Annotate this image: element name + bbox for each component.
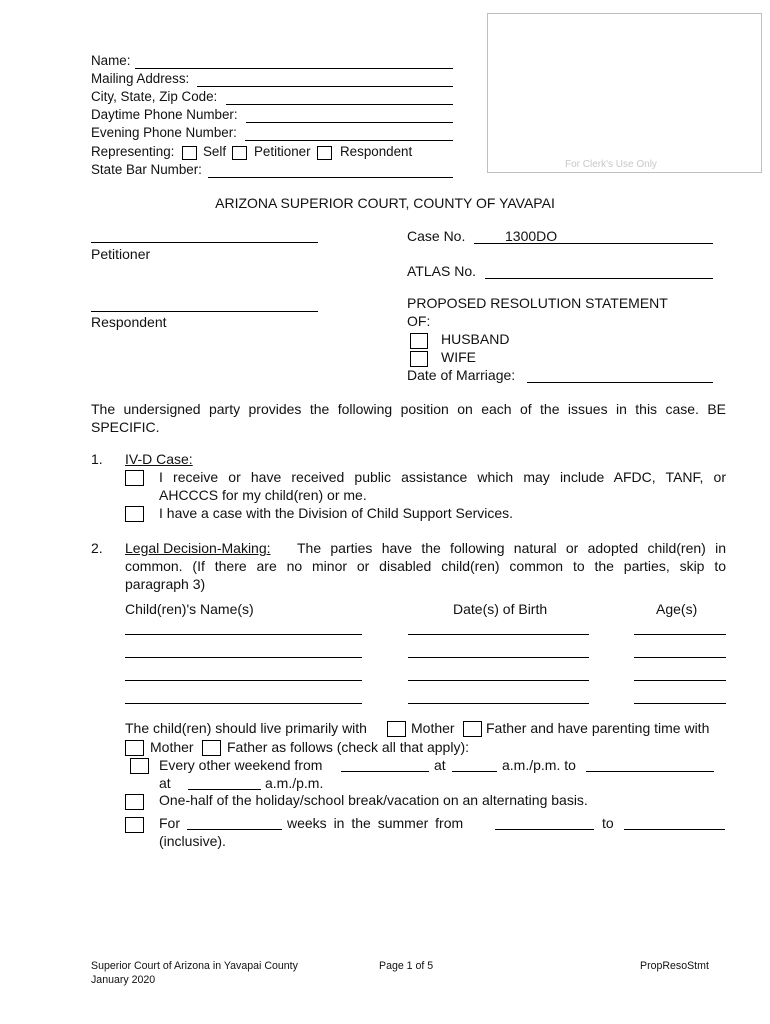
section2-number: 2. (91, 540, 103, 556)
live-mother-checkbox[interactable] (387, 721, 406, 737)
representing-petitioner-checkbox[interactable] (232, 146, 247, 160)
parenting-father-checkbox[interactable] (202, 740, 221, 756)
document-title-line2: OF: (407, 313, 431, 329)
atlas-no-label: ATLAS No. (407, 263, 476, 279)
weekend-to-at-text: at (159, 775, 171, 791)
representing-self-checkbox[interactable] (182, 146, 197, 160)
mailing-address-field[interactable] (197, 86, 453, 87)
child-age-field[interactable] (634, 703, 726, 704)
summer-from-field[interactable] (495, 829, 594, 830)
footer-date: January 2020 (91, 974, 156, 986)
child-age-field[interactable] (634, 634, 726, 635)
children-dob-header: Date(s) of Birth (453, 601, 548, 617)
court-title: ARIZONA SUPERIOR COURT, COUNTY OF YAVAPAI (215, 195, 555, 211)
mailing-address-label: Mailing Address: (91, 71, 190, 86)
dcss-case-checkbox[interactable] (125, 506, 144, 522)
marriage-date-field[interactable] (527, 382, 713, 383)
summer-weeks-text: weeks in the summer from (287, 815, 464, 831)
footer-court: Superior Court of Arizona in Yavapai County (91, 960, 298, 972)
dcss-case-text: I have a case with the Division of Child Support Services. (159, 505, 514, 521)
section2-heading: Legal Decision-Making: (125, 540, 271, 556)
wife-label: WIFE (441, 349, 476, 365)
section1-number: 1. (91, 451, 103, 467)
representing-petitioner-label: Petitioner (254, 144, 311, 159)
parenting-mother-checkbox[interactable] (125, 740, 144, 756)
representing-label: Representing: (91, 144, 175, 159)
summer-inclusive-text: (inclusive). (159, 833, 226, 849)
respondent-name-field[interactable] (91, 311, 318, 312)
child-name-field[interactable] (125, 634, 362, 635)
every-other-weekend-checkbox[interactable] (130, 758, 149, 774)
section2-text-line3: paragraph 3) (125, 576, 206, 592)
summer-to-text: to (602, 815, 614, 831)
daytime-phone-field[interactable] (246, 122, 453, 123)
atlas-no-field[interactable] (485, 278, 713, 279)
state-bar-label: State Bar Number: (91, 162, 202, 177)
summer-to-field[interactable] (624, 829, 725, 830)
city-state-zip-field[interactable] (226, 104, 453, 105)
parenting-father-text: Father as follows (check all that apply): (227, 739, 469, 755)
child-dob-field[interactable] (408, 634, 589, 635)
weekend-to-ampm-text: a.m./p.m. (265, 775, 324, 791)
representing-respondent-checkbox[interactable] (317, 146, 332, 160)
clerk-use-box (487, 13, 762, 173)
weekend-from-text: Every other weekend from (159, 757, 323, 773)
state-bar-field[interactable] (208, 177, 453, 178)
child-name-field[interactable] (125, 703, 362, 704)
evening-phone-field[interactable] (245, 140, 453, 141)
weekend-to-day-field[interactable] (586, 771, 714, 772)
child-age-field[interactable] (634, 657, 726, 658)
name-field[interactable] (135, 68, 453, 69)
child-name-field[interactable] (125, 680, 362, 681)
public-assistance-text-line1: I receive or have received public assistance which may include AFDC, TANF, or (159, 469, 726, 485)
weekend-ampm-to-text: a.m./p.m. to (502, 757, 576, 773)
clerk-use-label: For Clerk's Use Only (565, 159, 657, 170)
footer-form-code: PropResoStmt (640, 960, 709, 972)
child-age-field[interactable] (634, 680, 726, 681)
children-age-header: Age(s) (656, 601, 698, 617)
marriage-date-label: Date of Marriage: (407, 367, 516, 383)
document-title-line1: PROPOSED RESOLUTION STATEMENT (407, 295, 668, 311)
children-names-header: Child(ren)'s Name(s) (125, 601, 254, 617)
case-no-value: 1300DO (505, 228, 558, 244)
husband-label: HUSBAND (441, 331, 510, 347)
representing-self-label: Self (203, 144, 227, 159)
public-assistance-text-line2: AHCCCS for my child(ren) or me. (159, 487, 367, 503)
public-assistance-checkbox[interactable] (125, 470, 144, 486)
section2-text-line1: The parties have the following natural or adopted child(ren) in (297, 540, 726, 556)
weekend-to-time-field[interactable] (188, 789, 261, 790)
weekend-at-text: at (434, 757, 446, 773)
daytime-phone-label: Daytime Phone Number: (91, 107, 238, 122)
live-primarily-text: The child(ren) should live primarily with (125, 720, 367, 736)
weekend-from-time-field[interactable] (452, 771, 497, 772)
weekend-from-day-field[interactable] (341, 771, 429, 772)
name-label: Name: (91, 53, 131, 68)
summer-checkbox[interactable] (125, 817, 144, 833)
city-state-zip-label: City, State, Zip Code: (91, 89, 218, 104)
case-no-label: Case No. (407, 228, 466, 244)
petitioner-label: Petitioner (91, 246, 151, 262)
summer-for-text: For (159, 815, 180, 831)
petitioner-name-field[interactable] (91, 242, 318, 243)
live-mother-label: Mother (411, 720, 455, 736)
evening-phone-label: Evening Phone Number: (91, 125, 237, 140)
intro-text: The undersigned party provides the following position on each of the issues in this case. BE SPECIFIC. (91, 401, 726, 435)
live-father-checkbox[interactable] (463, 721, 482, 737)
representing-respondent-label: Respondent (340, 144, 413, 159)
wife-checkbox[interactable] (410, 351, 428, 367)
live-father-text: Father and have parenting time with (486, 720, 710, 736)
holiday-text: One-half of the holiday/school break/vacation on an alternating basis. (159, 792, 588, 808)
husband-checkbox[interactable] (410, 333, 428, 349)
summer-weeks-field[interactable] (187, 829, 282, 830)
child-dob-field[interactable] (408, 703, 589, 704)
child-dob-field[interactable] (408, 657, 589, 658)
parenting-mother-label: Mother (150, 739, 194, 755)
child-dob-field[interactable] (408, 680, 589, 681)
section1-heading: IV-D Case: (125, 451, 193, 467)
section2-text-line2: common. (If there are no minor or disabled child(ren) common to the parties, skip to (125, 558, 726, 574)
footer-page-number: Page 1 of 5 (379, 960, 434, 972)
child-name-field[interactable] (125, 657, 362, 658)
respondent-label: Respondent (91, 314, 167, 330)
holiday-checkbox[interactable] (125, 794, 144, 810)
